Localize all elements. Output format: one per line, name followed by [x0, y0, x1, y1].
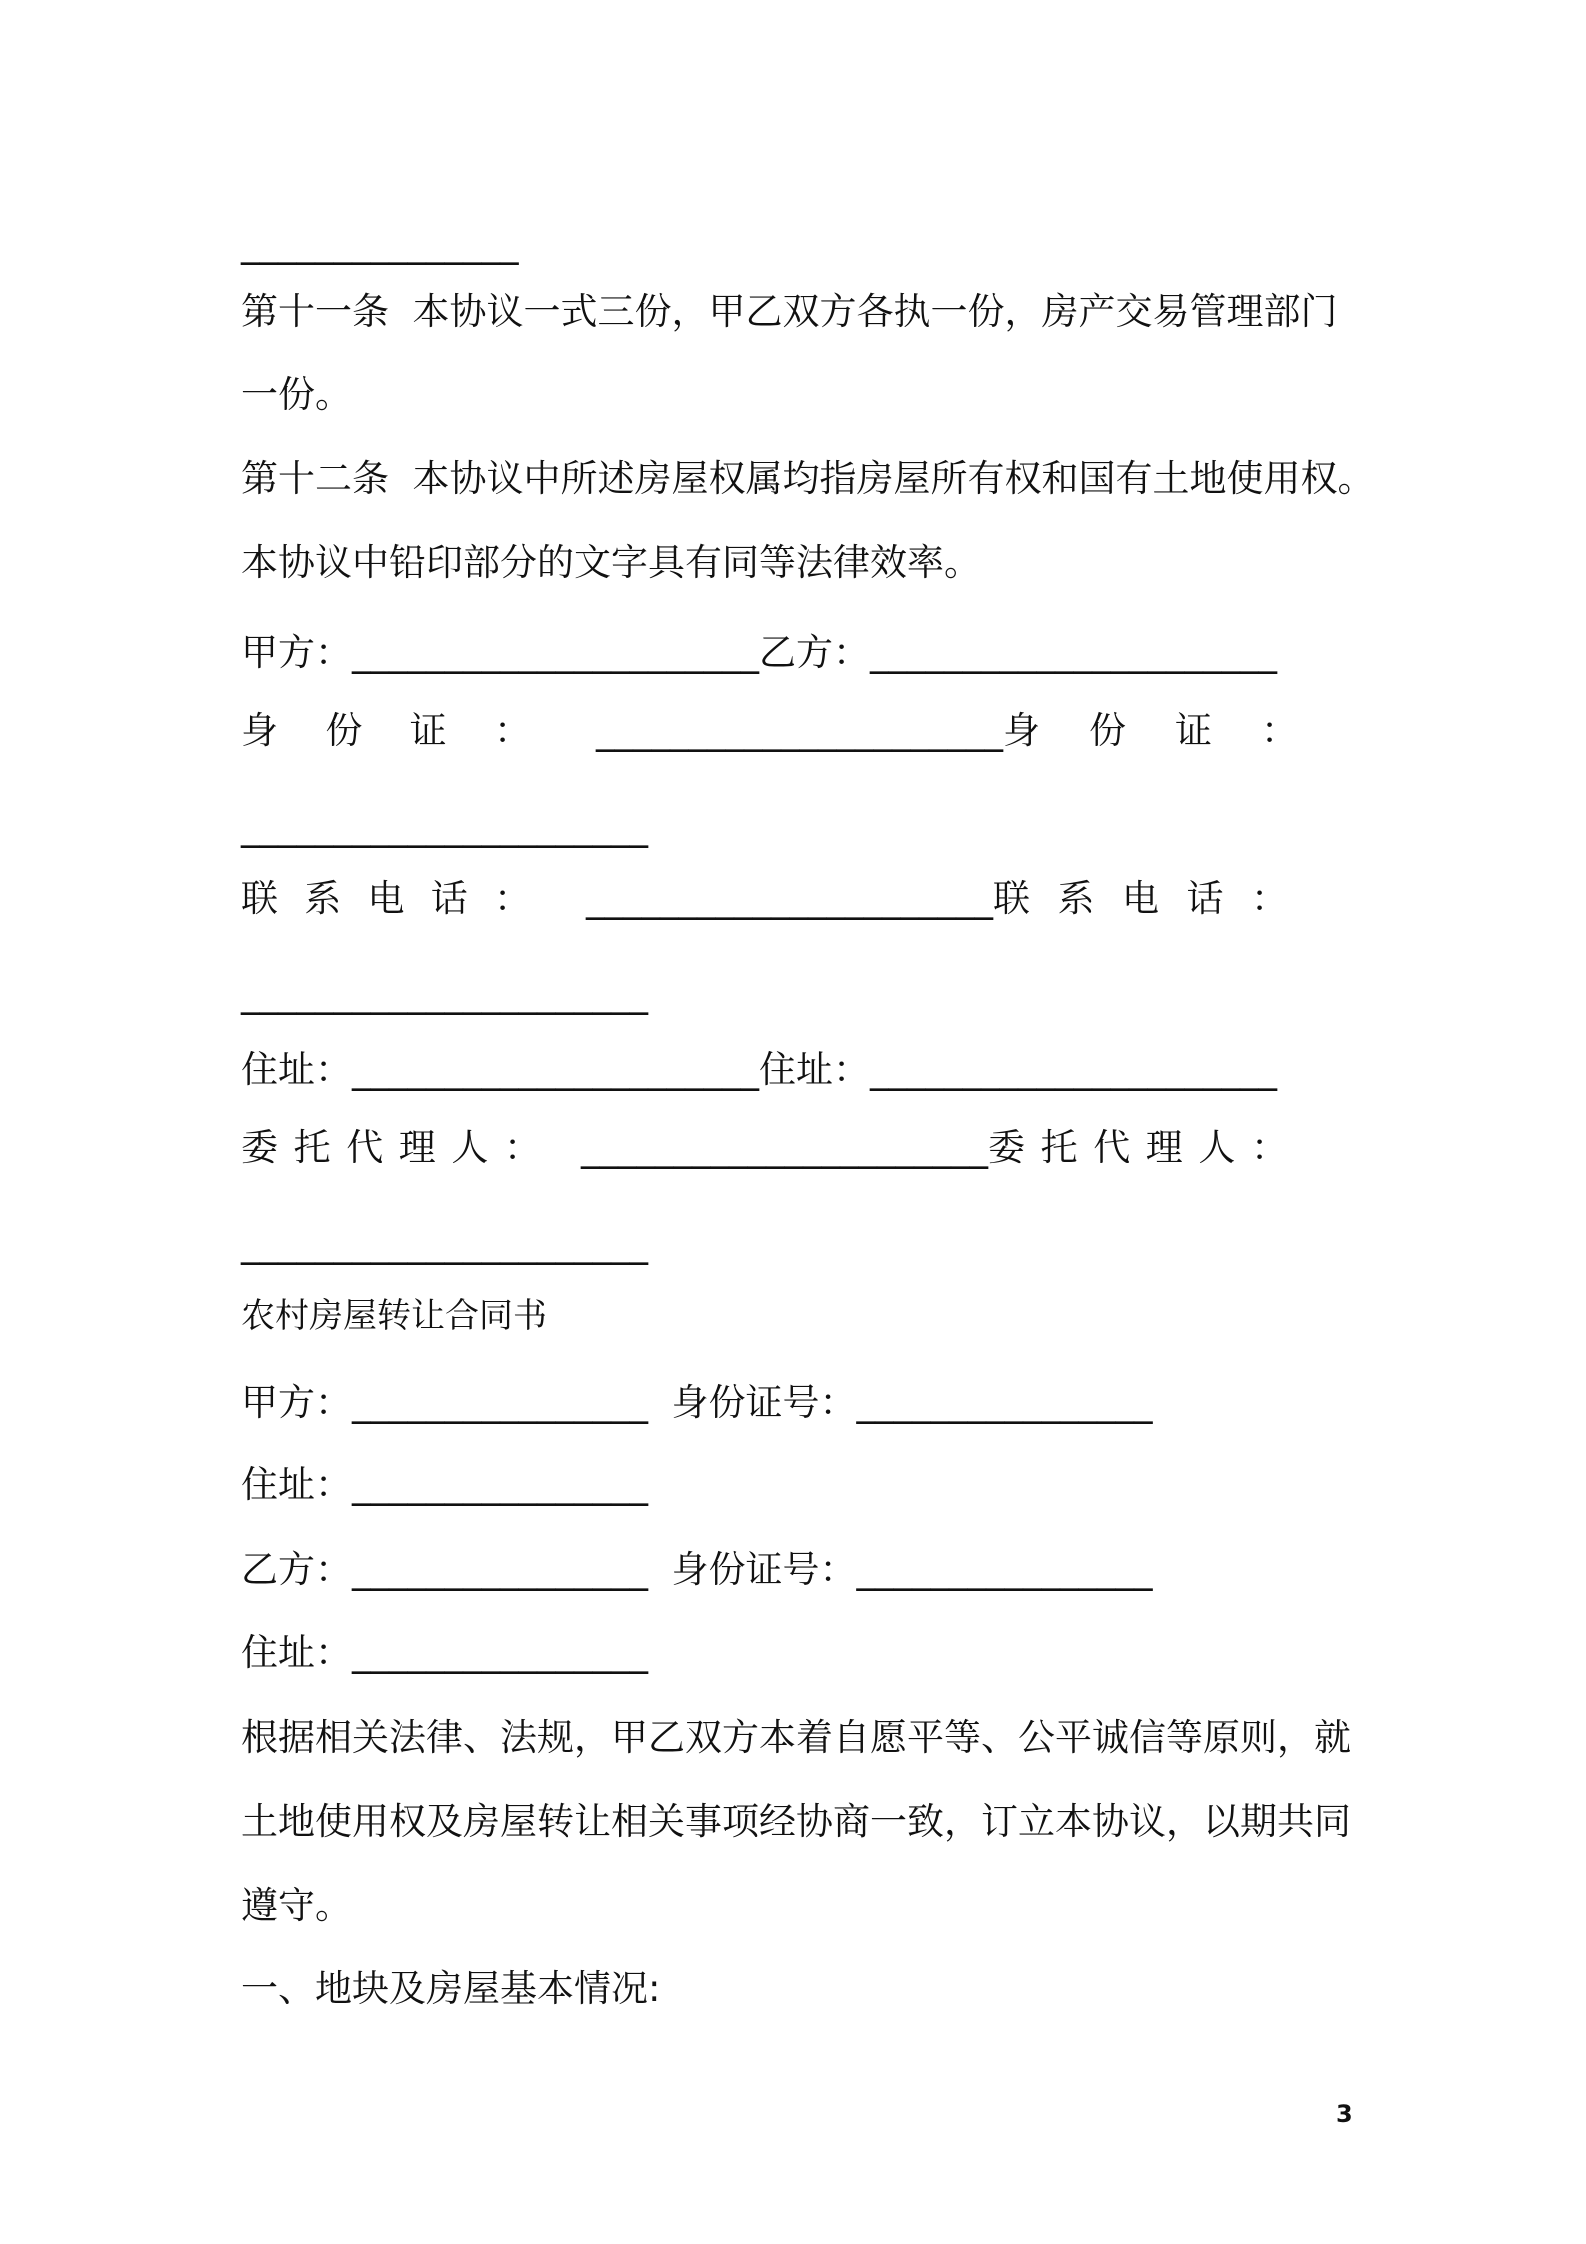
signature-id-row — [241, 709, 1351, 753]
signature-agent-row — [241, 1126, 1351, 1170]
signature-phone-label-left — [241, 877, 531, 921]
preamble-line-1: 根据相关法律、法规，甲乙双方本着自愿平等、公平诚信等原则，就 — [241, 1716, 1351, 1759]
phone-char: 电 — [367, 877, 405, 920]
contract-title: 农村房屋转让合同书 — [241, 1296, 547, 1336]
signature-agent-label-right — [988, 1126, 1288, 1170]
id-char: ： — [493, 709, 531, 752]
preamble-line-2: 土地使用权及房屋转让相关事项经协商一致，订立本协议，以期共同 — [241, 1800, 1351, 1843]
top-blank-line: _______________ — [241, 222, 519, 265]
signature-phone-label-right — [993, 877, 1288, 921]
agent-char: 人 — [451, 1126, 489, 1169]
signature-id-label-left — [241, 709, 531, 753]
id-char: ： — [1261, 709, 1298, 752]
phone-char: 系 — [1057, 877, 1095, 920]
signature-id-blank-left: ______________________ — [596, 709, 1003, 752]
signature-phone-blank-right: ______________________ — [241, 972, 648, 1015]
party-a-line: 甲方：________________ 身份证号：________________ — [241, 1381, 1153, 1424]
agent-char: ： — [503, 1126, 541, 1169]
party-b-line: 乙方：________________ 身份证号：________________ — [241, 1548, 1153, 1591]
phone-char: 话 — [1186, 877, 1224, 920]
party-b-address: 住址：________________ — [241, 1631, 648, 1674]
agent-char: 代 — [1093, 1126, 1131, 1169]
id-char: 份 — [325, 709, 363, 752]
phone-char: 话 — [430, 877, 468, 920]
agent-char: 委 — [988, 1126, 1025, 1169]
id-char: 身 — [241, 709, 278, 752]
article-12-line-1: 第十二条 本协议中所述房屋权属均指房屋所有权和国有土地使用权。 — [241, 457, 1375, 500]
section-1-heading: 一、地块及房屋基本情况: — [241, 1967, 661, 2010]
signature-id-label-right — [1003, 709, 1298, 753]
signature-party-line: 甲方：______________________乙方：______________________ — [241, 631, 1277, 674]
signature-address-line: 住址：______________________住址：______________________ — [241, 1048, 1277, 1091]
id-char: 证 — [409, 709, 447, 752]
agent-char: 代 — [346, 1126, 384, 1169]
agent-char: 人 — [1198, 1126, 1236, 1169]
phone-char: 联 — [993, 877, 1030, 920]
agent-char: 托 — [1040, 1126, 1078, 1169]
article-12-line-2: 本协议中铅印部分的文字具有同等法律效率。 — [241, 541, 981, 584]
signature-phone-blank-left: ______________________ — [586, 877, 993, 920]
agent-char: 理 — [1145, 1126, 1183, 1169]
signature-phone-row — [241, 877, 1351, 921]
phone-char: 系 — [304, 877, 342, 920]
id-char: 身 — [1003, 709, 1040, 752]
article-11-line-1: 第十一条 本协议一式三份，甲乙双方各执一份，房产交易管理部门 — [241, 290, 1338, 333]
signature-agent-blank-right: ______________________ — [241, 1222, 648, 1265]
phone-char: ： — [1251, 877, 1288, 920]
page-number: 3 — [1336, 2100, 1353, 2128]
phone-char: ： — [494, 877, 531, 920]
signature-id-blank-right: ______________________ — [241, 805, 648, 848]
agent-char: 托 — [293, 1126, 331, 1169]
id-char: 份 — [1089, 709, 1126, 752]
id-char: 证 — [1175, 709, 1212, 752]
phone-char: 电 — [1122, 877, 1159, 920]
preamble-line-3: 遵守。 — [241, 1884, 352, 1927]
agent-char: ： — [1250, 1126, 1288, 1169]
signature-agent-label-left — [241, 1126, 541, 1170]
agent-char: 委 — [241, 1126, 278, 1169]
article-11-line-2: 一份。 — [241, 373, 352, 416]
party-a-address: 住址：________________ — [241, 1463, 648, 1506]
agent-char: 理 — [398, 1126, 436, 1169]
phone-char: 联 — [241, 877, 278, 920]
signature-agent-blank-left: ______________________ — [581, 1126, 988, 1169]
